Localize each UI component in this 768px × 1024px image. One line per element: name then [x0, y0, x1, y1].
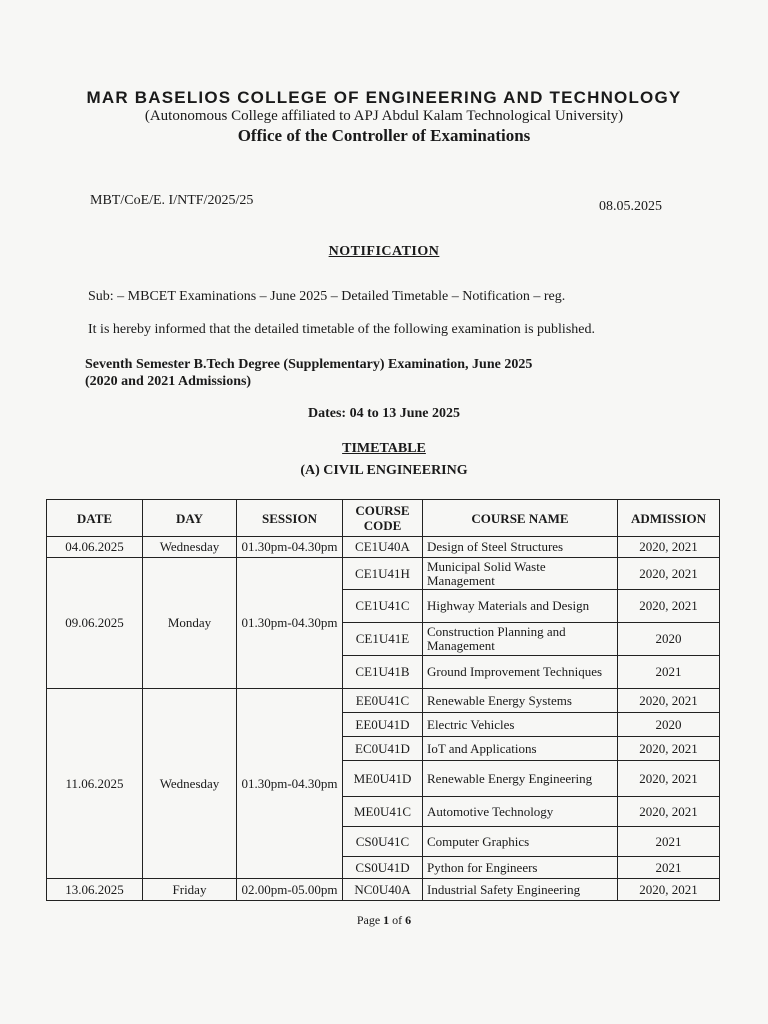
course-code: CS0U41C — [343, 827, 423, 857]
course-code: ME0U41C — [343, 797, 423, 827]
timetable-table — [46, 499, 720, 901]
admission-years: 2021 — [618, 857, 720, 879]
page-total: 6 — [405, 913, 412, 927]
course-name: Industrial Safety Engineering — [423, 879, 618, 901]
header-date: DATE — [47, 500, 143, 537]
header-day: DAY — [143, 500, 237, 537]
admission-years: 2020, 2021 — [618, 797, 720, 827]
affiliation-line: (Autonomous College affiliated to APJ Abdul Kalam Technological University) — [144, 108, 624, 124]
table-row — [47, 879, 720, 901]
header-session: SESSION — [237, 500, 343, 537]
course-name: Municipal Solid Waste Management — [423, 558, 618, 590]
exam-session: 01.30pm-04.30pm — [237, 689, 343, 879]
exam-day: Monday — [143, 558, 237, 689]
info-paragraph: It is hereby informed that the detailed timetable of the following examination is published. — [88, 322, 595, 337]
subject-line: Sub: – MBCET Examinations – June 2025 – Detailed Timetable – Notification – reg. — [88, 289, 566, 304]
course-name: Renewable Energy Systems — [423, 689, 618, 713]
exam-dates: Dates: 04 to 13 June 2025 — [307, 406, 461, 421]
course-code: EC0U41D — [343, 737, 423, 761]
admission-years: 2020 — [618, 713, 720, 737]
table-row — [47, 689, 720, 713]
exam-date: 04.06.2025 — [47, 537, 143, 558]
course-name: Automotive Technology — [423, 797, 618, 827]
course-code: ME0U41D — [343, 761, 423, 797]
exam-day: Wednesday — [143, 537, 237, 558]
page-prefix: Page — [356, 913, 381, 927]
admission-years: 2020, 2021 — [618, 689, 720, 713]
course-name: Computer Graphics — [423, 827, 618, 857]
header-course-code-line1: COURSE — [355, 503, 410, 518]
course-code: CE1U41C — [343, 590, 423, 623]
exam-day: Wednesday — [143, 689, 237, 879]
department-heading: (A) CIVIL ENGINEERING — [300, 463, 468, 478]
course-name: Electric Vehicles — [423, 713, 618, 737]
admission-years: 2020, 2021 — [618, 761, 720, 797]
office-title: Office of the Controller of Examinations — [237, 126, 531, 145]
course-name: IoT and Applications — [423, 737, 618, 761]
exam-session: 01.30pm-04.30pm — [237, 558, 343, 689]
admission-years: 2020, 2021 — [618, 537, 720, 558]
page-current: 1 — [383, 913, 390, 927]
course-code: NC0U40A — [343, 879, 423, 901]
exam-date: 13.06.2025 — [47, 879, 143, 901]
admission-years: 2020 — [618, 623, 720, 656]
course-code: CE1U41H — [343, 558, 423, 590]
notice-date: 08.05.2025 — [599, 199, 662, 214]
course-name: Design of Steel Structures — [423, 537, 618, 558]
course-name: Python for Engineers — [423, 857, 618, 879]
course-name: Renewable Energy Engineering — [423, 761, 618, 797]
table-row — [47, 537, 720, 558]
course-name: Ground Improvement Techniques — [423, 656, 618, 689]
course-code: CS0U41D — [343, 857, 423, 879]
exam-date: 09.06.2025 — [47, 558, 143, 689]
exam-admissions: (2020 and 2021 Admissions) — [85, 374, 252, 389]
course-code: CE1U41B — [343, 656, 423, 689]
course-name: Highway Materials and Design — [423, 590, 618, 623]
college-name: MAR BASELIOS COLLEGE OF ENGINEERING AND TECHNOLOGY — [86, 88, 682, 107]
admission-years: 2021 — [618, 656, 720, 689]
course-code: CE1U40A — [343, 537, 423, 558]
admission-years: 2020, 2021 — [618, 558, 720, 590]
admission-years: 2020, 2021 — [618, 737, 720, 761]
exam-session: 01.30pm-04.30pm — [237, 537, 343, 558]
page-of: of — [392, 913, 403, 927]
course-code: EE0U41D — [343, 713, 423, 737]
header-course-code-line2: CODE — [363, 518, 402, 533]
table-row — [47, 558, 720, 590]
reference-number: MBT/CoE/E. I/NTF/2025/25 — [90, 193, 254, 208]
admission-years: 2020, 2021 — [618, 590, 720, 623]
header-course-name: COURSE NAME — [423, 500, 618, 537]
exam-date: 11.06.2025 — [47, 689, 143, 879]
admission-years: 2021 — [618, 827, 720, 857]
page-number — [0, 913, 768, 928]
header-admission: ADMISSION — [618, 500, 720, 537]
admission-years: 2020, 2021 — [618, 879, 720, 901]
exam-title: Seventh Semester B.Tech Degree (Supplementary) Examination, June 2025 — [85, 357, 533, 372]
notification-heading: NOTIFICATION — [328, 244, 440, 259]
course-name: Construction Planning and Management — [423, 623, 618, 656]
course-code: EE0U41C — [343, 689, 423, 713]
header-course-code — [343, 500, 423, 537]
timetable-heading: TIMETABLE — [342, 441, 426, 456]
table-header-row — [47, 500, 720, 537]
course-code: CE1U41E — [343, 623, 423, 656]
exam-day: Friday — [143, 879, 237, 901]
exam-session: 02.00pm-05.00pm — [237, 879, 343, 901]
